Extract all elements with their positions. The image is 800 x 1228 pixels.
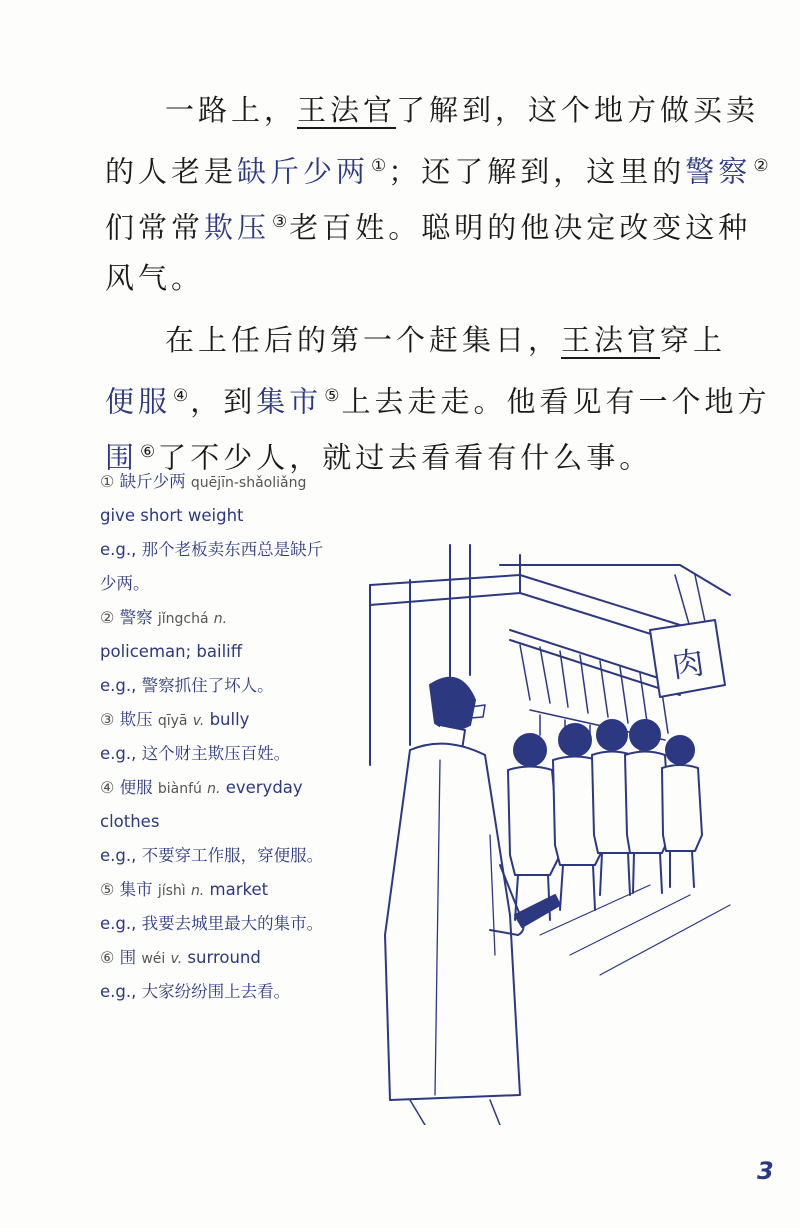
story-text-segment: 一路上， (165, 93, 298, 127)
glossary-pinyin: quējīn-shǎoliǎng (190, 475, 307, 491)
street (540, 885, 730, 975)
glossary-number: ⑤ (100, 880, 115, 899)
market-scene-drawing (350, 535, 770, 1125)
glossary-number: ① (100, 472, 115, 491)
glossary-meaning: surround (187, 948, 261, 967)
vocabulary-glossary (100, 465, 360, 1009)
story-line: 风气。 (105, 261, 205, 295)
character-name: 王法官 (297, 93, 397, 127)
market-illustration (350, 535, 770, 1125)
story-line (105, 368, 771, 424)
glossary-number: ② (100, 608, 115, 627)
story-text-segment: ；还了解到，这里的 (388, 154, 686, 189)
glossary-headword (100, 771, 360, 805)
glossary-headword (100, 465, 360, 499)
glossary-headword (100, 703, 360, 737)
glossary-pos: n. (190, 883, 205, 899)
vocab-word: 集市 (256, 384, 323, 419)
glossary-word: 缺斤少两 (119, 472, 186, 491)
glossary-number: ④ (100, 778, 115, 797)
vocab-word: 警察 (685, 154, 752, 189)
glossary-headword (100, 601, 360, 635)
footnote-marker: ⑥ (140, 442, 156, 462)
glossary-example: e.g., 这个财主欺压百姓。 (100, 744, 291, 763)
shop-sign-text: 肉 (669, 643, 707, 686)
glossary-meaning: policeman; bailiff (100, 642, 243, 661)
glossary-word: 警察 (119, 608, 153, 627)
glossary-example: e.g., 那个老板卖东西总是缺斤 (100, 540, 324, 559)
story-text-segment: 穿上 (660, 323, 727, 357)
glossary-headword (100, 873, 360, 907)
footnote-marker: ② (753, 156, 769, 176)
glossary-meaning: clothes (100, 812, 160, 831)
story-line (105, 312, 745, 368)
vocab-word: 欺压 (204, 210, 271, 245)
story-text-segment: 了解到，这个地方做买卖 (396, 93, 760, 127)
roof-line (370, 575, 680, 625)
glossary-pinyin: jíshì (157, 883, 186, 899)
folded-fan (515, 895, 560, 927)
story-text-segment: 在上任后的第一个赶集日， (165, 323, 562, 357)
glossary-pos: v. (192, 713, 205, 729)
vocab-word: 围 (105, 440, 139, 475)
story-text-segment: 们常常 (105, 210, 205, 245)
footnote-marker: ⑤ (324, 386, 340, 406)
story-text-segment: ，到 (190, 384, 257, 419)
story-text-segment: 的人老是 (105, 154, 238, 189)
story-text (105, 82, 771, 480)
glossary-meaning: bully (209, 710, 250, 729)
glossary-word: 便服 (119, 778, 153, 797)
glossary-example: e.g., 大家纷纷围上去看。 (100, 982, 291, 1001)
glossary-meaning: give short weight (100, 506, 244, 525)
glossary-pinyin: wéi (141, 951, 166, 967)
footnote-marker: ① (371, 156, 387, 176)
vocab-word: 便服 (105, 384, 172, 419)
glossary-word: 欺压 (119, 710, 153, 729)
story-text-segment: 上去走走。他看见有一个地方 (341, 384, 771, 419)
glossary-pinyin: qīyā (157, 713, 188, 729)
glossary-pinyin: biànfú (157, 781, 202, 797)
judge-hair (430, 678, 475, 730)
vocab-word: 缺斤少两 (237, 154, 370, 189)
glossary-pos: n. (213, 611, 228, 627)
story-text-segment: 了不少人，就过去看看有什么事。 (157, 440, 653, 475)
character-name: 王法官 (561, 323, 661, 357)
glossary-pos: n. (207, 781, 221, 797)
story-text-segment: 老百姓。聪明的他决定改变这种 (289, 210, 752, 245)
story-line (105, 82, 760, 138)
glossary-meaning: market (209, 880, 269, 899)
glossary-pinyin: jǐngchá (157, 611, 209, 627)
glossary-example: e.g., 我要去城里最大的集市。 (100, 914, 324, 933)
story-line (105, 138, 769, 194)
glossary-example: e.g., 警察抓住了坏人。 (100, 676, 274, 695)
glossary-word: 围 (119, 948, 137, 967)
crowd (508, 720, 702, 920)
page-number: 3 (757, 1157, 774, 1185)
glossary-pos: v. (170, 951, 183, 967)
glossary-example: e.g., 不要穿工作服，穿便服。 (100, 846, 324, 865)
footnote-marker: ③ (272, 212, 288, 232)
story-line (105, 194, 752, 250)
glossary-number: ③ (100, 710, 115, 729)
glossary-example: 少两。 (100, 574, 150, 593)
glossary-meaning: everyday (225, 778, 303, 797)
glossary-number: ⑥ (100, 948, 115, 967)
glossary-headword (100, 941, 360, 975)
footnote-marker: ④ (173, 386, 189, 406)
glossary-word: 集市 (119, 880, 153, 899)
judge-robe (385, 744, 520, 1100)
